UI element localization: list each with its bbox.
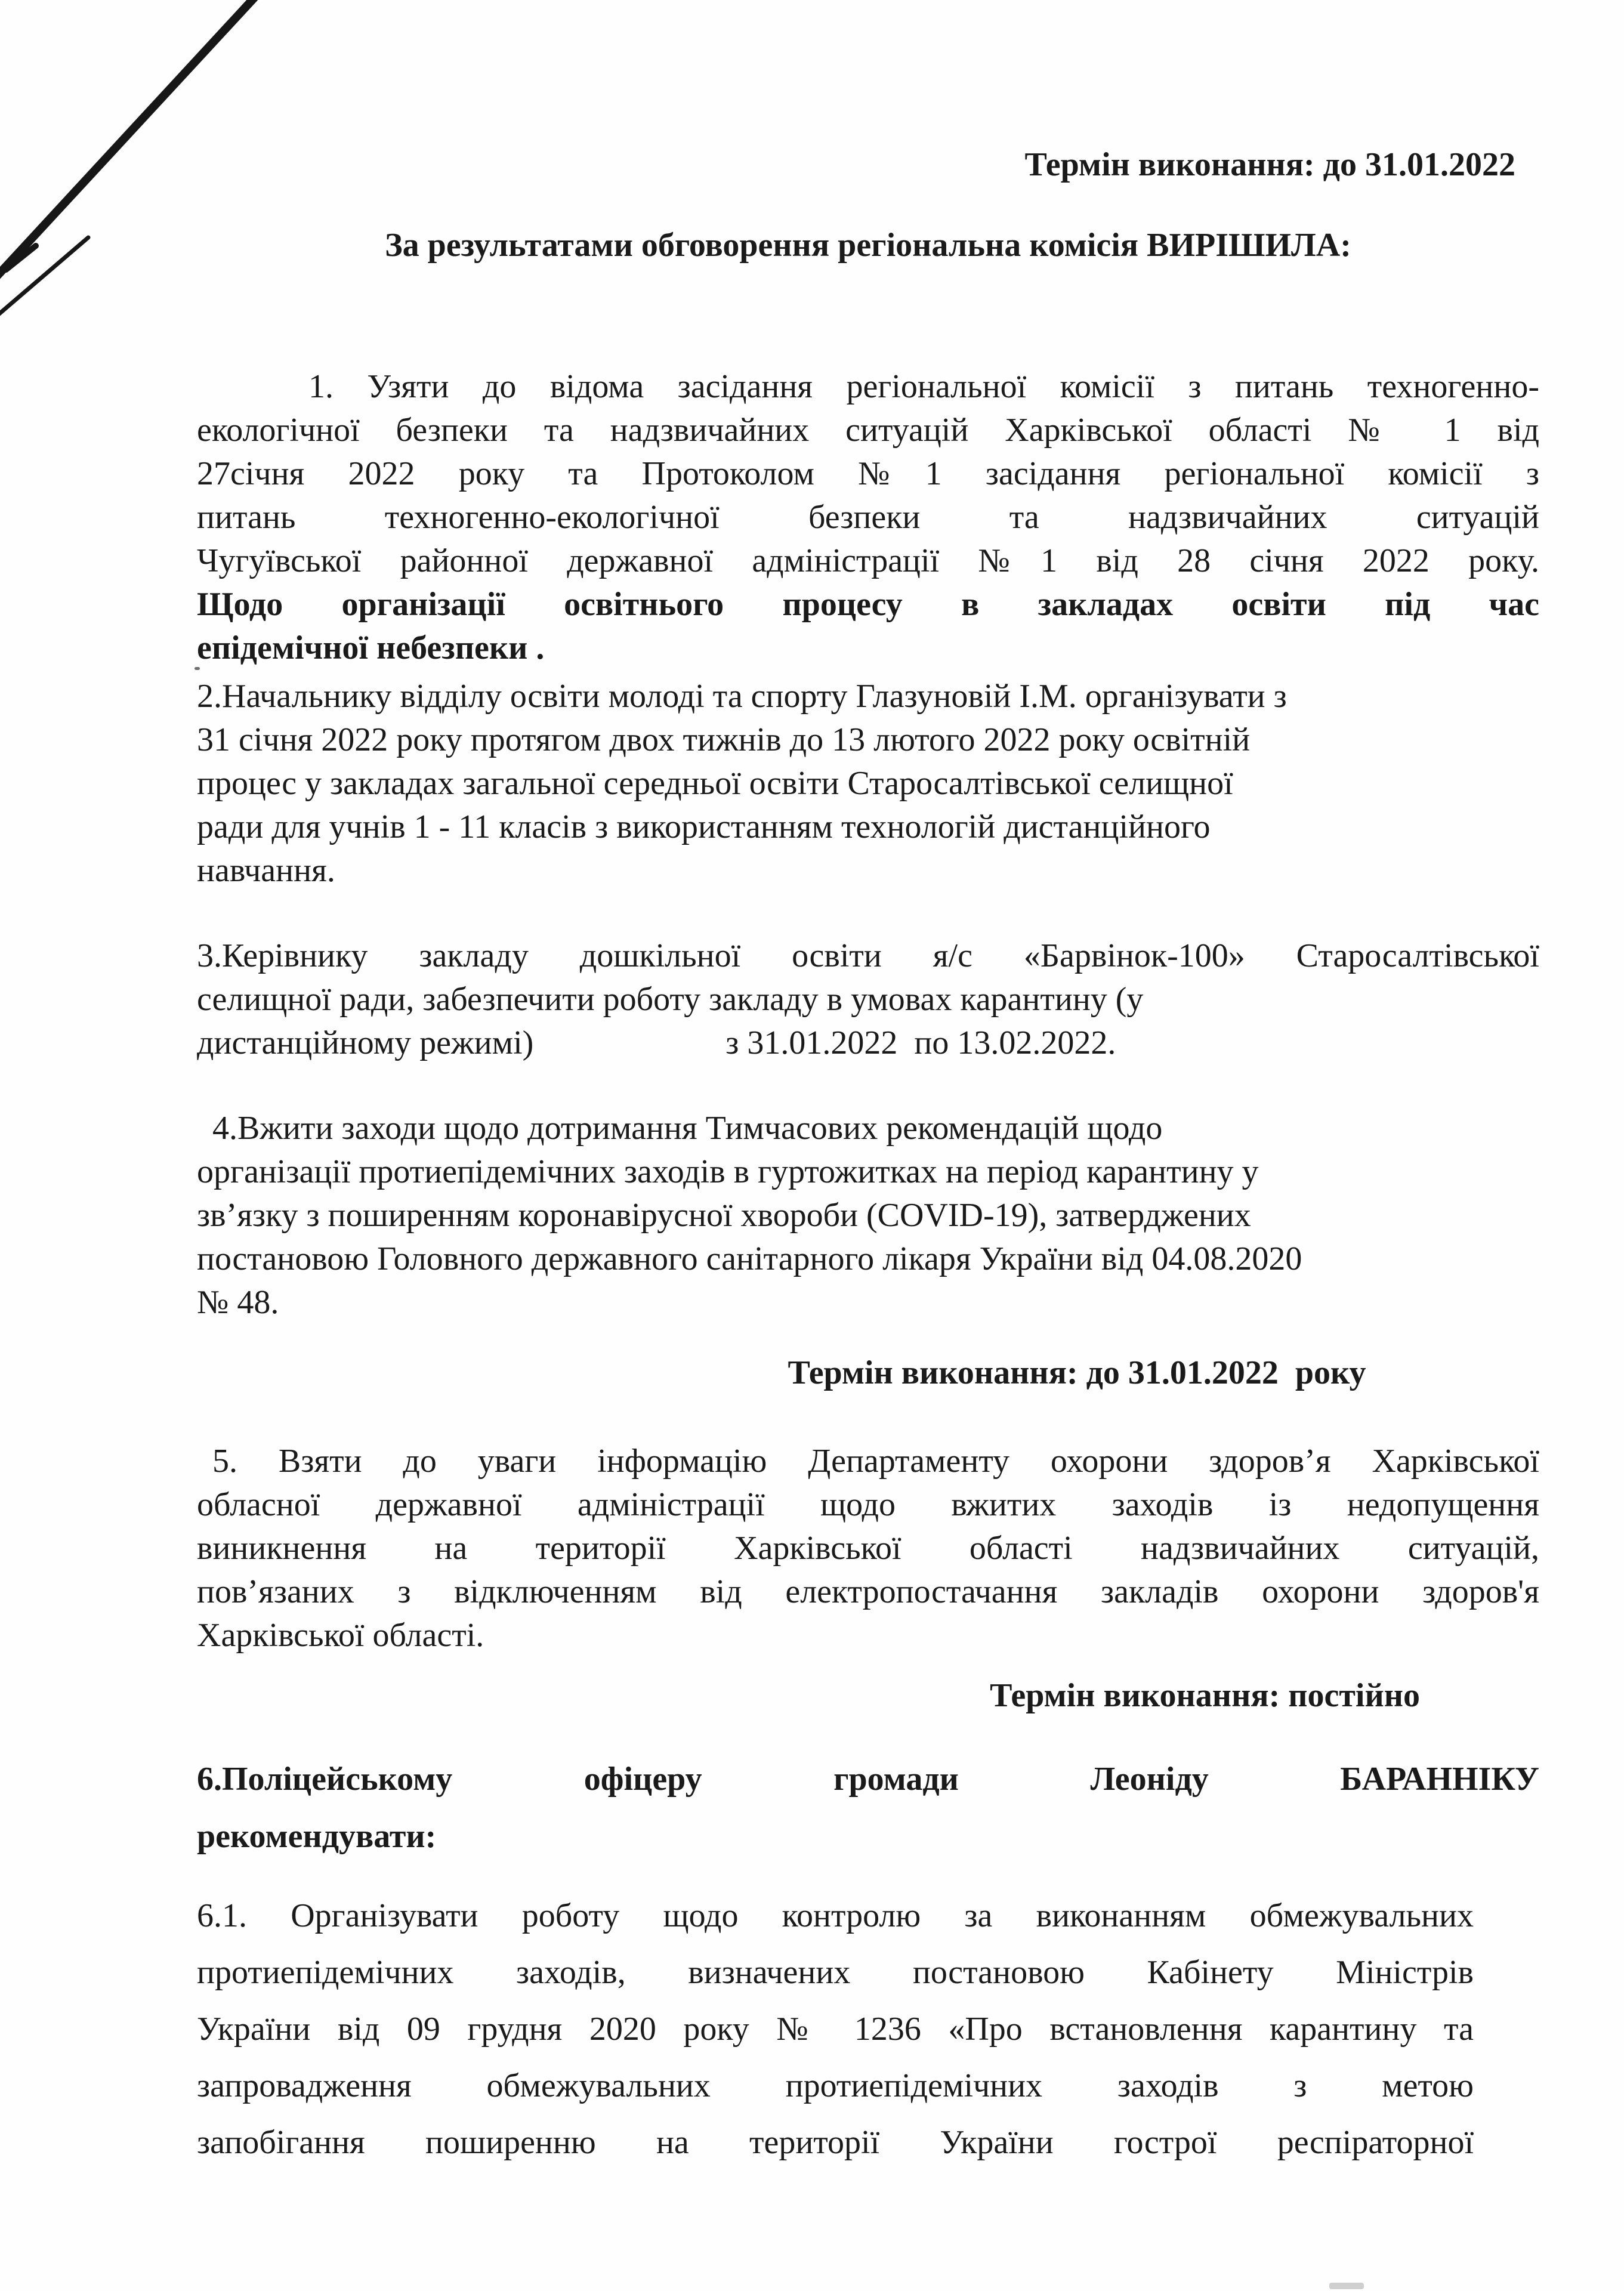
paragraph-3 xyxy=(197,934,1539,1065)
p4-line: 4.Вжити заходи щодо дотримання Тимчасових рекомендацій щодо xyxy=(212,1110,1163,1147)
p6-line: 6.Поліцейському офіцеру громади Леоніду БАРАННІКУ xyxy=(197,1761,1539,1798)
text-column xyxy=(197,0,1539,2171)
resolution-heading: За результатами обговорення регіональна комісія ВИРІШИЛА: xyxy=(385,227,1351,264)
p1-line: питань техногенно-екологічної безпеки та надзвичайних ситуацій xyxy=(197,499,1539,536)
paragraph-5 xyxy=(197,1440,1539,1657)
p2-line: 31 січня 2022 року протягом двох тижнів до 13 лютого 2022 року освітній xyxy=(197,721,1251,758)
paragraph-4 xyxy=(197,1107,1539,1324)
p4-line: організації протиепідемічних заходів в гуртожитках на період карантину у xyxy=(197,1153,1259,1190)
p1-line: Чугуївської районної державної адміністрації №1 від 28 січня 2022 року. xyxy=(197,542,1539,579)
p6-1-line: протиепідемічних заходів, визначених постановою Кабінету Міністрів xyxy=(197,1954,1474,1991)
p4-line: постановою Головного державного санітарного лікаря України від 04.08.2020 xyxy=(197,1240,1302,1277)
p2-line: навчання. xyxy=(197,852,335,889)
paragraph-6 xyxy=(197,1750,1539,1865)
p5-line: Харківської області. xyxy=(197,1617,484,1654)
p2-line: процес у закладах загальної середньої освіти Старосалтівської селищної xyxy=(197,765,1233,802)
p6-1-line: запровадження обмежувальних протиепідемічних заходів з метою xyxy=(197,2067,1474,2104)
p3-line: дистанційному режимі) з 31.01.2022 по 13.02.2022. xyxy=(197,1024,1116,1061)
paragraph-1 xyxy=(197,365,1539,670)
deadline-line-middle: Термін виконання: до 31.01.2022 року xyxy=(788,1354,1366,1391)
p1-line-emphasis: епідемічної небезпеки . xyxy=(197,629,545,666)
p5-line: 5. Взяти до уваги інформацію Департаменту охорони здоров’я Харківської xyxy=(212,1443,1539,1480)
p5-line: виникнення на території Харківської області надзвичайних ситуацій, xyxy=(197,1530,1539,1567)
p4-line: зв’язку з поширенням коронавірусної хвороби (COVID-19), затверджених xyxy=(197,1197,1251,1234)
p6-1-line: України від 09 грудня 2020 року № 1236 «Про встановлення карантину та xyxy=(197,2011,1474,2048)
paragraph-6-1 xyxy=(197,1888,1474,2171)
deadline-line-top: Термін виконання: до 31.01.2022 xyxy=(1024,146,1515,183)
p1-line: 1. Узяти до відома засідання регіональної комісії з питань техногенно- xyxy=(308,368,1539,405)
p1-line: 27січня 2022 року та Протоколом №1 засідання регіональної комісії з xyxy=(197,455,1539,492)
p4-line: № 48. xyxy=(197,1284,279,1321)
paragraph-2 xyxy=(197,675,1539,893)
p2-line: ради для учнів 1 - 11 класів з використанням технологій дистанційного xyxy=(197,808,1211,845)
p1-line: екологічної безпеки та надзвичайних ситуацій Харківської області № 1 від xyxy=(197,412,1539,449)
p6-1-line: запобігання поширенню на території України гострої респіраторної xyxy=(197,2124,1474,2161)
p5-line: пов’язаних з відключенням від електропостачання закладів охорони здоров'я xyxy=(197,1573,1539,1610)
p1-line-emphasis: Щодо організації освітнього процесу в закладах освіти під час xyxy=(197,586,1539,623)
p6-1-line: 6.1. Організувати роботу щодо контролю за виконанням обмежувальних xyxy=(197,1897,1474,1934)
p6-line: рекомендувати: xyxy=(197,1818,437,1855)
p3-line: 3.Керівнику закладу дошкільної освіти я/с «Барвінок-100» Старосалтівської xyxy=(197,937,1539,974)
deadline-line-permanent: Термін виконання: постійно xyxy=(990,1677,1420,1714)
p2-line: 2.Начальнику відділу освіти молоді та спорту Глазуновій І.М. організувати з xyxy=(197,678,1287,715)
scan-smudge-artifact xyxy=(1329,2283,1364,2289)
p5-line: обласної державної адміністрації щодо вжитих заходів із недопущення xyxy=(197,1486,1539,1523)
p3-line: селищної ради, забезпечити роботу закладу в умовах карантину (у xyxy=(197,981,1144,1018)
